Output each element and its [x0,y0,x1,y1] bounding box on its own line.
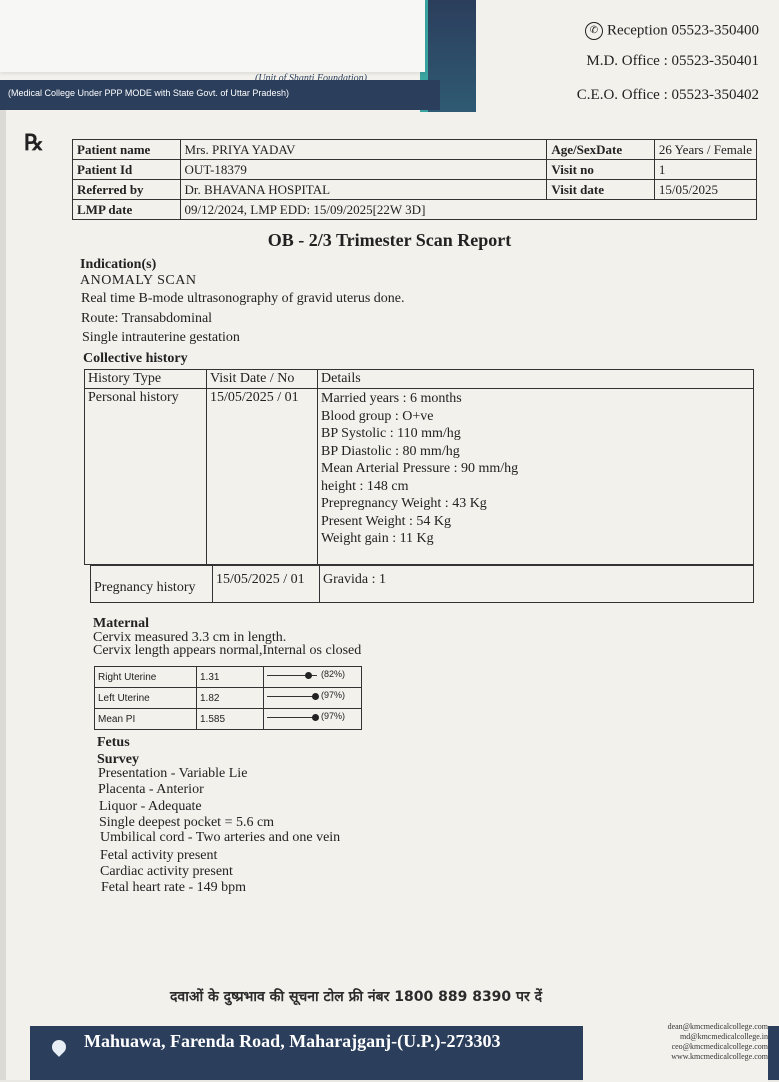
percentile-text: (97%) [321,689,346,700]
fetus-line-activity: Fetal activity present [100,848,218,863]
collective-history-heading: Collective history [83,351,188,366]
detail-married: Married years : 6 months [321,391,462,406]
personal-history-type: Personal history [85,389,207,565]
indication-heading: Indication(s) [80,257,157,272]
visit-date-value: 15/05/2025 [654,180,756,200]
fetus-line-presentation: Presentation - Variable Lie [98,766,248,781]
doppler-row [95,667,362,688]
fetus-line-sdp: Single deepest pocket = 5.6 cm [99,815,275,830]
survey-heading: Survey [97,752,139,767]
percentile-dot [312,693,319,700]
percentile-dot [305,672,312,679]
percentile-text: (82%) [321,668,346,679]
footer-website: www.kmcmedicalcollege.com [671,1052,768,1061]
detail-bp-systolic: BP Systolic : 110 mm/hg [321,426,461,441]
pregnancy-history-details: Gravida : 1 [320,566,754,603]
visit-date-label: Visit date [547,180,654,200]
md-office-contact: M.D. Office : 05523-350401 [586,53,759,69]
age-label: Age/SexDate [547,140,654,160]
visit-no-value: 1 [654,160,756,180]
indication-value: ANOMALY SCAN [80,273,197,288]
doppler-value: 1.31 [197,667,264,688]
cervix-line-1: Cervix measured 3.3 cm in length. [93,630,287,645]
foundation-text: (Unit of Shanti Foundation) [255,73,367,84]
fetus-line-cardiac: Cardiac activity present [100,864,233,879]
patient-name-value: Mrs. PRIYA YADAV [180,140,547,160]
doppler-plot-cell [264,688,362,709]
footer-email-ceo: ceo@kmcmedicalcollege.com [671,1042,768,1051]
personal-history-details [318,389,754,565]
lmp-value: 09/12/2024, LMP EDD: 15/09/2025[22W 3D] [180,200,756,220]
doppler-label: Mean PI [95,709,197,730]
fetus-line-placenta: Placenta - Anterior [98,782,204,797]
doppler-percentile-plot [267,710,347,723]
doppler-row [95,688,362,709]
pregnancy-history-type: Pregnancy history [91,566,213,603]
maternal-heading: Maternal [93,616,149,631]
phone-icon: ✆ [585,22,603,40]
lmp-label: LMP date [73,200,181,220]
torn-paper-overlay [0,0,425,72]
college-line: (Medical College Under PPP MODE with State Govt. of Uttar Pradesh) [8,88,289,98]
percentile-text: (97%) [321,710,346,721]
patient-id-value: OUT-18379 [180,160,547,180]
paper-edge [0,110,6,1080]
rx-symbol: ℞ [24,130,44,155]
detail-map: Mean Arterial Pressure : 90 mm/hg [321,461,519,476]
pregnancy-history-table [90,565,754,603]
fetus-line-liquor: Liquor - Adequate [99,799,202,814]
detail-present-weight: Present Weight : 54 Kg [321,513,452,529]
doppler-row [95,709,362,730]
detail-prepregnancy-weight: Prepregnancy Weight : 43 Kg [321,496,487,511]
footer-address: Mahuawa, Farenda Road, Maharajganj-(U.P.)-273303 [84,1031,501,1051]
doppler-percentile-plot [267,668,347,681]
age-value: 26 Years / Female [654,140,756,160]
doppler-label: Left Uterine [95,688,197,709]
referred-by-label: Referred by [73,180,181,200]
fetus-line-cord: Umbilical cord - Two arteries and one vein [100,830,341,845]
footer-contacts [583,1020,768,1082]
fetus-line-fhr: Fetal heart rate - 149 bpm [101,880,247,895]
doppler-plot-cell [264,667,362,688]
report-line-1: Real time B-mode ultrasonography of gravid uterus done. [81,291,405,306]
percentile-dot [312,714,319,721]
doppler-label: Right Uterine [95,667,197,688]
ceo-office-contact: C.E.O. Office : 05523-350402 [576,87,759,103]
reception-contact [585,22,759,40]
history-header-type: History Type [85,370,207,389]
personal-history-visit: 15/05/2025 / 01 [207,389,318,565]
detail-bp-diastolic: BP Diastolic : 80 mm/hg [321,443,460,459]
cervix-line-2: Cervix length appears normal,Internal os closed [93,643,362,658]
detail-weight-gain: Weight gain : 11 Kg [321,531,434,546]
doppler-value: 1.585 [197,709,264,730]
history-table [84,369,754,565]
toll-free-notice: दवाओं के दुष्प्रभाव की सूचना टोल फ्री नंबर 1800 889 8390 पर दें [170,989,543,1005]
doppler-percentile-plot [267,689,347,702]
doppler-table [94,666,362,730]
patient-table [72,139,757,220]
footer-email-dean: dean@kmcmedicalcollege.com [667,1022,768,1031]
referred-by-value: Dr. BHAVANA HOSPITAL [180,180,547,200]
history-header-details: Details [318,370,754,389]
fetus-heading: Fetus [97,735,130,750]
reception-text: Reception 05523-350400 [606,22,759,39]
report-title: OB - 2/3 Trimester Scan Report [267,230,512,250]
report-line-3: Single intrauterine gestation [82,330,240,345]
history-header-visit: Visit Date / No [207,370,318,389]
patient-id-label: Patient Id [73,160,181,180]
detail-blood-group: Blood group : O+ve [321,408,434,424]
doppler-plot-cell [264,709,362,730]
footer-email-md: md@kmcmedicalcollege.in [679,1032,768,1041]
patient-name-label: Patient name [73,140,181,160]
pregnancy-history-visit: 15/05/2025 / 01 [213,566,320,603]
detail-height: height : 148 cm [321,478,409,494]
report-line-2: Route: Transabdominal [81,311,213,326]
visit-no-label: Visit no [547,160,654,180]
doppler-value: 1.82 [197,688,264,709]
